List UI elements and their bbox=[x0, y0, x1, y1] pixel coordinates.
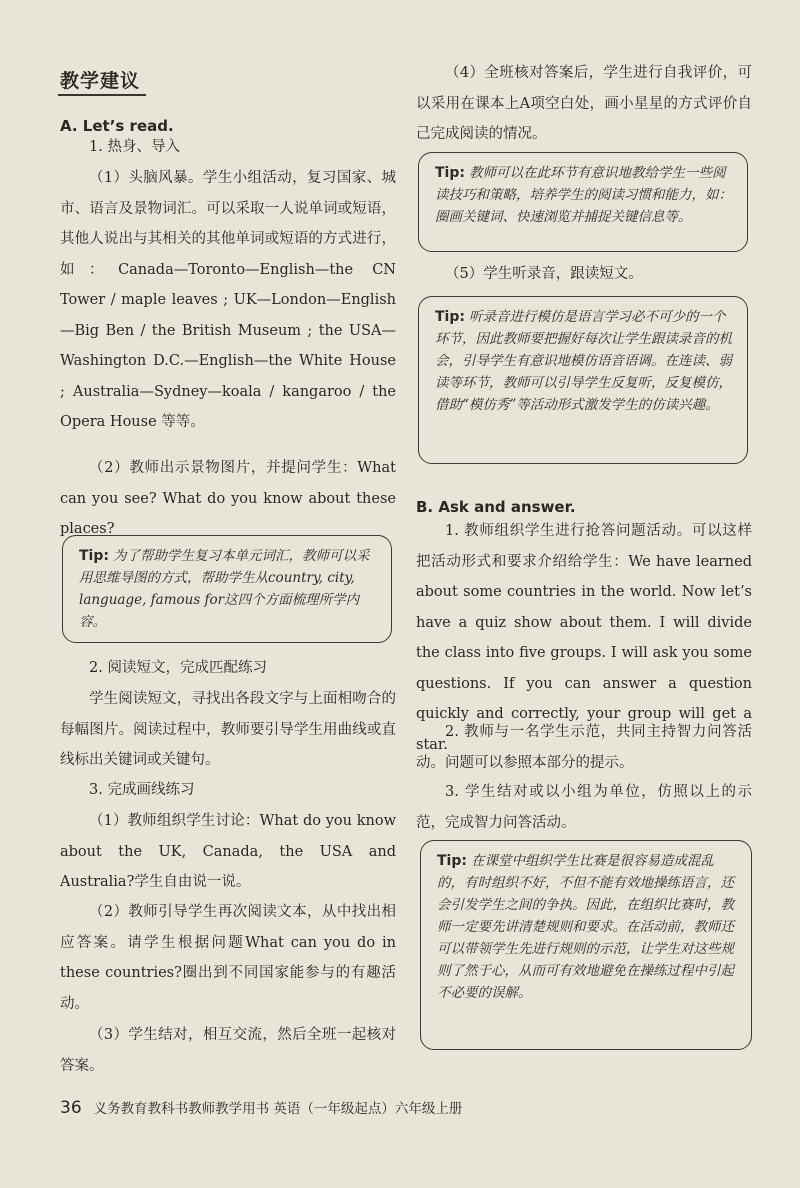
tip-label: Tip: bbox=[437, 853, 467, 869]
paragraph-a3: 学生阅读短文，寻找出各段文字与上面相吻合的每幅图片。阅读过程中，教师要引导学生用曲线或直线标出关键词或关键句。 bbox=[60, 691, 396, 768]
book-title: 义务教育教科书教师教学用书 英语（一年级起点）六年级上册 bbox=[93, 1101, 463, 1117]
step3-title: 3. 完成画线练习 bbox=[89, 782, 195, 798]
section-b-heading: B. Ask and answer. bbox=[416, 498, 576, 516]
tip-box-competition bbox=[420, 840, 752, 1050]
tip-label: Tip: bbox=[435, 309, 465, 325]
paragraph-a4: （1）教师组织学生讨论：What do you know about the UK, Canada, the USA and Australia?学生自由说一说。 bbox=[60, 813, 396, 890]
page-footer bbox=[60, 1097, 660, 1118]
paragraph-a7: （4）全班核对答案后，学生进行自我评价，可以采用在课本上A项空白处，画小星星的方式评价自己完成阅读的情况。 bbox=[416, 65, 752, 142]
section-a-heading: A. Let’s read. bbox=[60, 117, 174, 135]
tip-label: Tip: bbox=[435, 165, 465, 181]
paragraph-a8: （5）学生听录音，跟读短文。 bbox=[445, 266, 643, 282]
tip-text: 听录音进行模仿是语言学习必不可少的一个环节，因此教师要把握好每次让学生跟读录音的机会，引导学生有意识地模仿语音语调。在连读、弱读等环节，教师可以引导学生反复听，反复模仿，借助“模仿秀”等活动形式激发学生的仿读兴趣。 bbox=[435, 309, 732, 413]
tip-text: 为了帮助学生复习本单元词汇，教师可以采用思维导图的方式，帮助学生从country, city, language, famous for这四个方面梳理所学内容。 bbox=[79, 548, 370, 630]
paragraph-b3: 3. 学生结对或以小组为单位，仿照以上的示范，完成智力问答活动。 bbox=[416, 784, 752, 831]
paragraph-b1: 1. 教师组织学生进行抢答问题活动。可以这样把活动形式和要求介绍给学生：We have learned about some countries in the world. Now let’s have a quiz show about them. I will divide the class into five groups. I will ask you some questions. If you can answer a question quickly and correctly, your group will get a star. bbox=[416, 523, 752, 753]
tip-text: 在课堂中组织学生比赛是很容易造成混乱的，有时组织不好，不但不能有效地操练语言，还会引发学生之间的争执。因此，在组织比赛时，教师一定要先讲清楚规则和要求。在活动前，教师还可以带领学生先进行规则的示范，让学生对这些规则了然于心，从而可有效地避免在操练过程中引起不必要的误解。 bbox=[437, 853, 734, 1001]
tip-text: 教师可以在此环节有意识地教给学生一些阅读技巧和策略，培养学生的阅读习惯和能力，如：圈画关键词、快速浏览并捕捉关键信息等。 bbox=[435, 165, 732, 225]
paragraph-a6: （3）学生结对，相互交流，然后全班一起核对答案。 bbox=[60, 1027, 396, 1074]
tip-box-mindmap bbox=[62, 535, 392, 643]
tip-label: Tip: bbox=[79, 548, 109, 564]
page-number: 36 bbox=[60, 1098, 82, 1118]
tip-box-imitation bbox=[418, 296, 748, 464]
paragraph-a2: （2）教师出示景物图片，并提问学生：What can you see? What do you know about these places? bbox=[60, 460, 396, 537]
paragraph-a1: （1）头脑风暴。学生小组活动，复习国家、城市、语言及景物词汇。可以采取一人说单词或短语，其他人说出与其相关的其他单词或短语的方式进行，如：Canada—Toronto—English—the CN Tower / maple leaves ; UK—London—English—Big Ben / the British Museum ; the USA—Washington D.C.—English—the White House ; Australia—Sydney—koala / kangaroo / the Opera House 等等。 bbox=[60, 170, 396, 430]
tip-box-reading-skills bbox=[418, 152, 748, 252]
heading-underline bbox=[58, 94, 146, 96]
step1-title: 1. 热身、导入 bbox=[89, 139, 180, 155]
paragraph-b2: 2. 教师与一名学生示范，共同主持智力问答活动。问题可以参照本部分的提示。 bbox=[416, 724, 752, 771]
paragraph-a5: （2）教师引导学生再次阅读文本，从中找出相应答案。请学生根据问题What can you do in these countries?圈出到不同国家能参与的有趣活动。 bbox=[60, 904, 396, 1012]
section-heading: 教学建议 bbox=[60, 70, 141, 92]
step2-title: 2. 阅读短文，完成匹配练习 bbox=[89, 660, 267, 676]
